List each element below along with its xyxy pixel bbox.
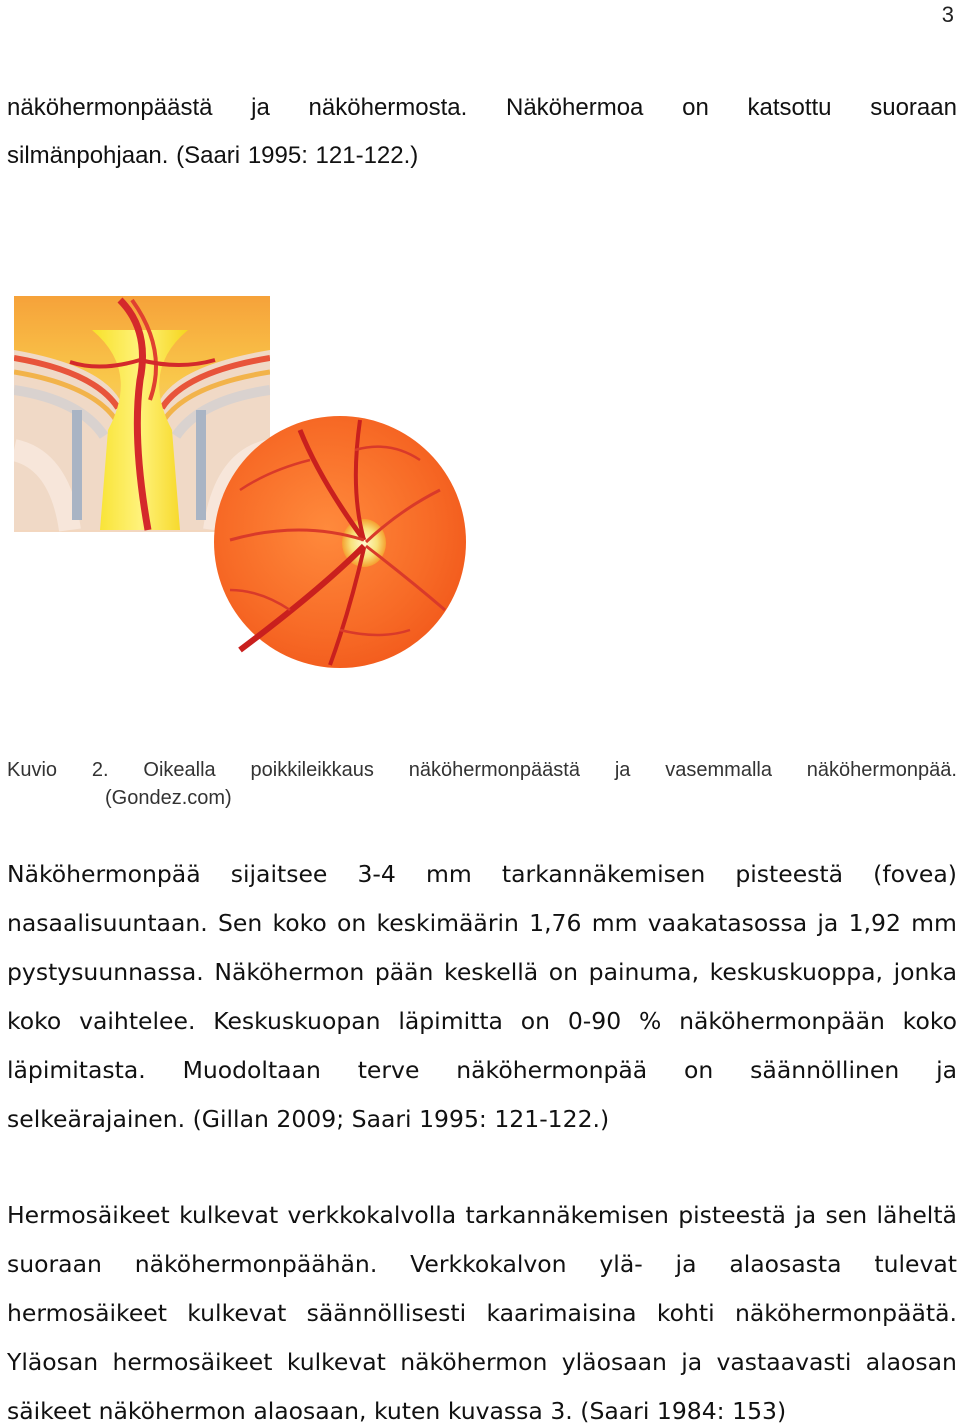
- word: sijaitsee: [230, 860, 328, 888]
- word: 1,92: [848, 909, 901, 937]
- word: alaosasta: [729, 1250, 842, 1278]
- word: hermosäikeet: [7, 1299, 167, 1327]
- page-number: 3: [941, 2, 954, 27]
- word: terve: [357, 1056, 420, 1084]
- word: näköhermonpäästä: [7, 94, 213, 121]
- word: näköhermonpään: [679, 1007, 885, 1035]
- paragraph1-line: [7, 1103, 957, 1135]
- word: alaosan: [865, 1348, 957, 1376]
- word: näköhermonpäästä: [408, 759, 580, 781]
- paragraph1-line: [7, 1005, 957, 1037]
- word: ja: [251, 94, 270, 121]
- word: Muodoltaan: [182, 1056, 321, 1084]
- word: läheltä: [876, 1201, 957, 1229]
- word: (Saari: [580, 1397, 650, 1425]
- word: alaosaan,: [253, 1397, 367, 1425]
- word: 0-90: [567, 1007, 622, 1035]
- word: 1984:: [656, 1397, 725, 1425]
- word: koko: [7, 1007, 62, 1035]
- word: ylä-: [599, 1250, 643, 1278]
- word: kohti: [656, 1299, 715, 1327]
- word: tarkannäkemisen: [501, 860, 706, 888]
- word: säikeet: [7, 1397, 92, 1425]
- word: 3-4: [357, 860, 396, 888]
- word: mm: [426, 860, 472, 888]
- word: Sen: [217, 909, 263, 937]
- word: 1995:: [247, 142, 308, 169]
- word: 2.: [91, 759, 109, 781]
- paragraph2-line: [7, 1248, 957, 1280]
- paragraph2-line: [7, 1395, 957, 1427]
- word: keskimäärin: [376, 909, 519, 937]
- word: ja: [817, 909, 839, 937]
- word: on: [684, 1056, 714, 1084]
- word: (fovea): [873, 860, 957, 888]
- word: pisteestä: [678, 1201, 786, 1229]
- word: tarkannäkemisen: [465, 1201, 669, 1229]
- word: 1995:: [419, 1105, 487, 1133]
- word: ja: [936, 1056, 957, 1084]
- word: on: [682, 94, 709, 121]
- paragraph1-line: [7, 956, 957, 988]
- word: yläosaan: [561, 1348, 667, 1376]
- word: koko: [272, 909, 327, 937]
- word: kulkevat: [179, 1201, 279, 1229]
- word: 2009;: [276, 1105, 345, 1133]
- word: keskuskuoppa,: [709, 958, 883, 986]
- word: kuten: [373, 1397, 441, 1425]
- word: Hermosäikeet: [7, 1201, 170, 1229]
- word: näköhermonpäätä.: [734, 1299, 957, 1327]
- word: ja: [614, 759, 631, 781]
- word: suoraan: [7, 1250, 102, 1278]
- word: Kuvio: [7, 759, 58, 781]
- word: Näköhermoa: [506, 94, 644, 121]
- word: näköhermonpää: [456, 1056, 648, 1084]
- paragraph1-line: [7, 858, 957, 890]
- word: Näköhermonpää: [7, 860, 201, 888]
- word: 121-122.): [315, 142, 419, 169]
- word: ja: [675, 1250, 697, 1278]
- word: nasaalisuuntaan.: [7, 909, 208, 937]
- word: jonka: [893, 958, 957, 986]
- word: Oikealla: [143, 759, 216, 781]
- word: vaakatasossa: [647, 909, 808, 937]
- word: kuvassa: [447, 1397, 543, 1425]
- word: hermosäikeet: [112, 1348, 273, 1376]
- word: poikkileikkaus: [250, 759, 374, 781]
- word: (Gondez.com): [105, 787, 232, 809]
- word: (Gillan: [192, 1105, 269, 1133]
- word: on: [520, 1007, 551, 1035]
- word: Yläosan: [7, 1348, 99, 1376]
- word: painuma,: [588, 958, 700, 986]
- word: on: [548, 958, 579, 986]
- word: kulkevat: [187, 1299, 287, 1327]
- word: säännöllisesti: [306, 1299, 467, 1327]
- word: mm: [591, 909, 638, 937]
- word: koko: [902, 1007, 957, 1035]
- word: selkeärajainen.: [7, 1105, 186, 1133]
- word: 121-122.): [494, 1105, 610, 1133]
- word: pisteestä: [735, 860, 844, 888]
- word: ja: [681, 1348, 703, 1376]
- word: 3.: [550, 1397, 573, 1425]
- word: Näköhermon: [214, 958, 365, 986]
- word: 1,76: [529, 909, 582, 937]
- optic-nerve-figure: [0, 290, 480, 730]
- word: vastaavasti: [716, 1348, 852, 1376]
- intro-line-1: [7, 92, 957, 124]
- word: keskellä: [444, 958, 539, 986]
- word: vaihtelee.: [79, 1007, 196, 1035]
- word: läpimitta: [398, 1007, 503, 1035]
- word: mm: [911, 909, 957, 937]
- word: näköhermonpää.: [806, 759, 957, 781]
- word: vasemmalla: [665, 759, 772, 781]
- word: läpimitasta.: [7, 1056, 146, 1084]
- paragraph2-line: [7, 1297, 957, 1329]
- word: 153): [732, 1397, 787, 1425]
- paragraph2-line: [7, 1346, 957, 1378]
- word: ja: [795, 1201, 817, 1229]
- word: pään: [374, 958, 434, 986]
- word: silmänpohjaan.: [7, 142, 169, 169]
- word: pystysuunnassa.: [7, 958, 204, 986]
- paragraph1-line: [7, 907, 957, 939]
- word: katsottu: [747, 94, 832, 121]
- word: Keskuskuopan: [213, 1007, 381, 1035]
- word: säännöllinen: [750, 1056, 900, 1084]
- word: näköhermonpäähän.: [134, 1250, 378, 1278]
- word: %: [638, 1007, 662, 1035]
- word: sen: [825, 1201, 868, 1229]
- word: kulkevat: [286, 1348, 386, 1376]
- intro-line-2: [7, 140, 957, 172]
- paragraph1-line: [7, 1054, 957, 1086]
- word: verkkokalvolla: [287, 1201, 457, 1229]
- word: näköhermon: [400, 1348, 548, 1376]
- word: (Saari: [176, 142, 241, 169]
- word: kaarimaisina: [486, 1299, 637, 1327]
- fundus-illustration: [214, 416, 466, 668]
- word: näköhermosta.: [308, 94, 468, 121]
- word: Verkkokalvon: [410, 1250, 567, 1278]
- figure-caption-line-2: [105, 782, 238, 814]
- word: Saari: [351, 1105, 412, 1133]
- word: tulevat: [874, 1250, 957, 1278]
- word: näköhermon: [98, 1397, 246, 1425]
- word: suoraan: [870, 94, 957, 121]
- paragraph2-line: [7, 1199, 957, 1231]
- word: on: [337, 909, 367, 937]
